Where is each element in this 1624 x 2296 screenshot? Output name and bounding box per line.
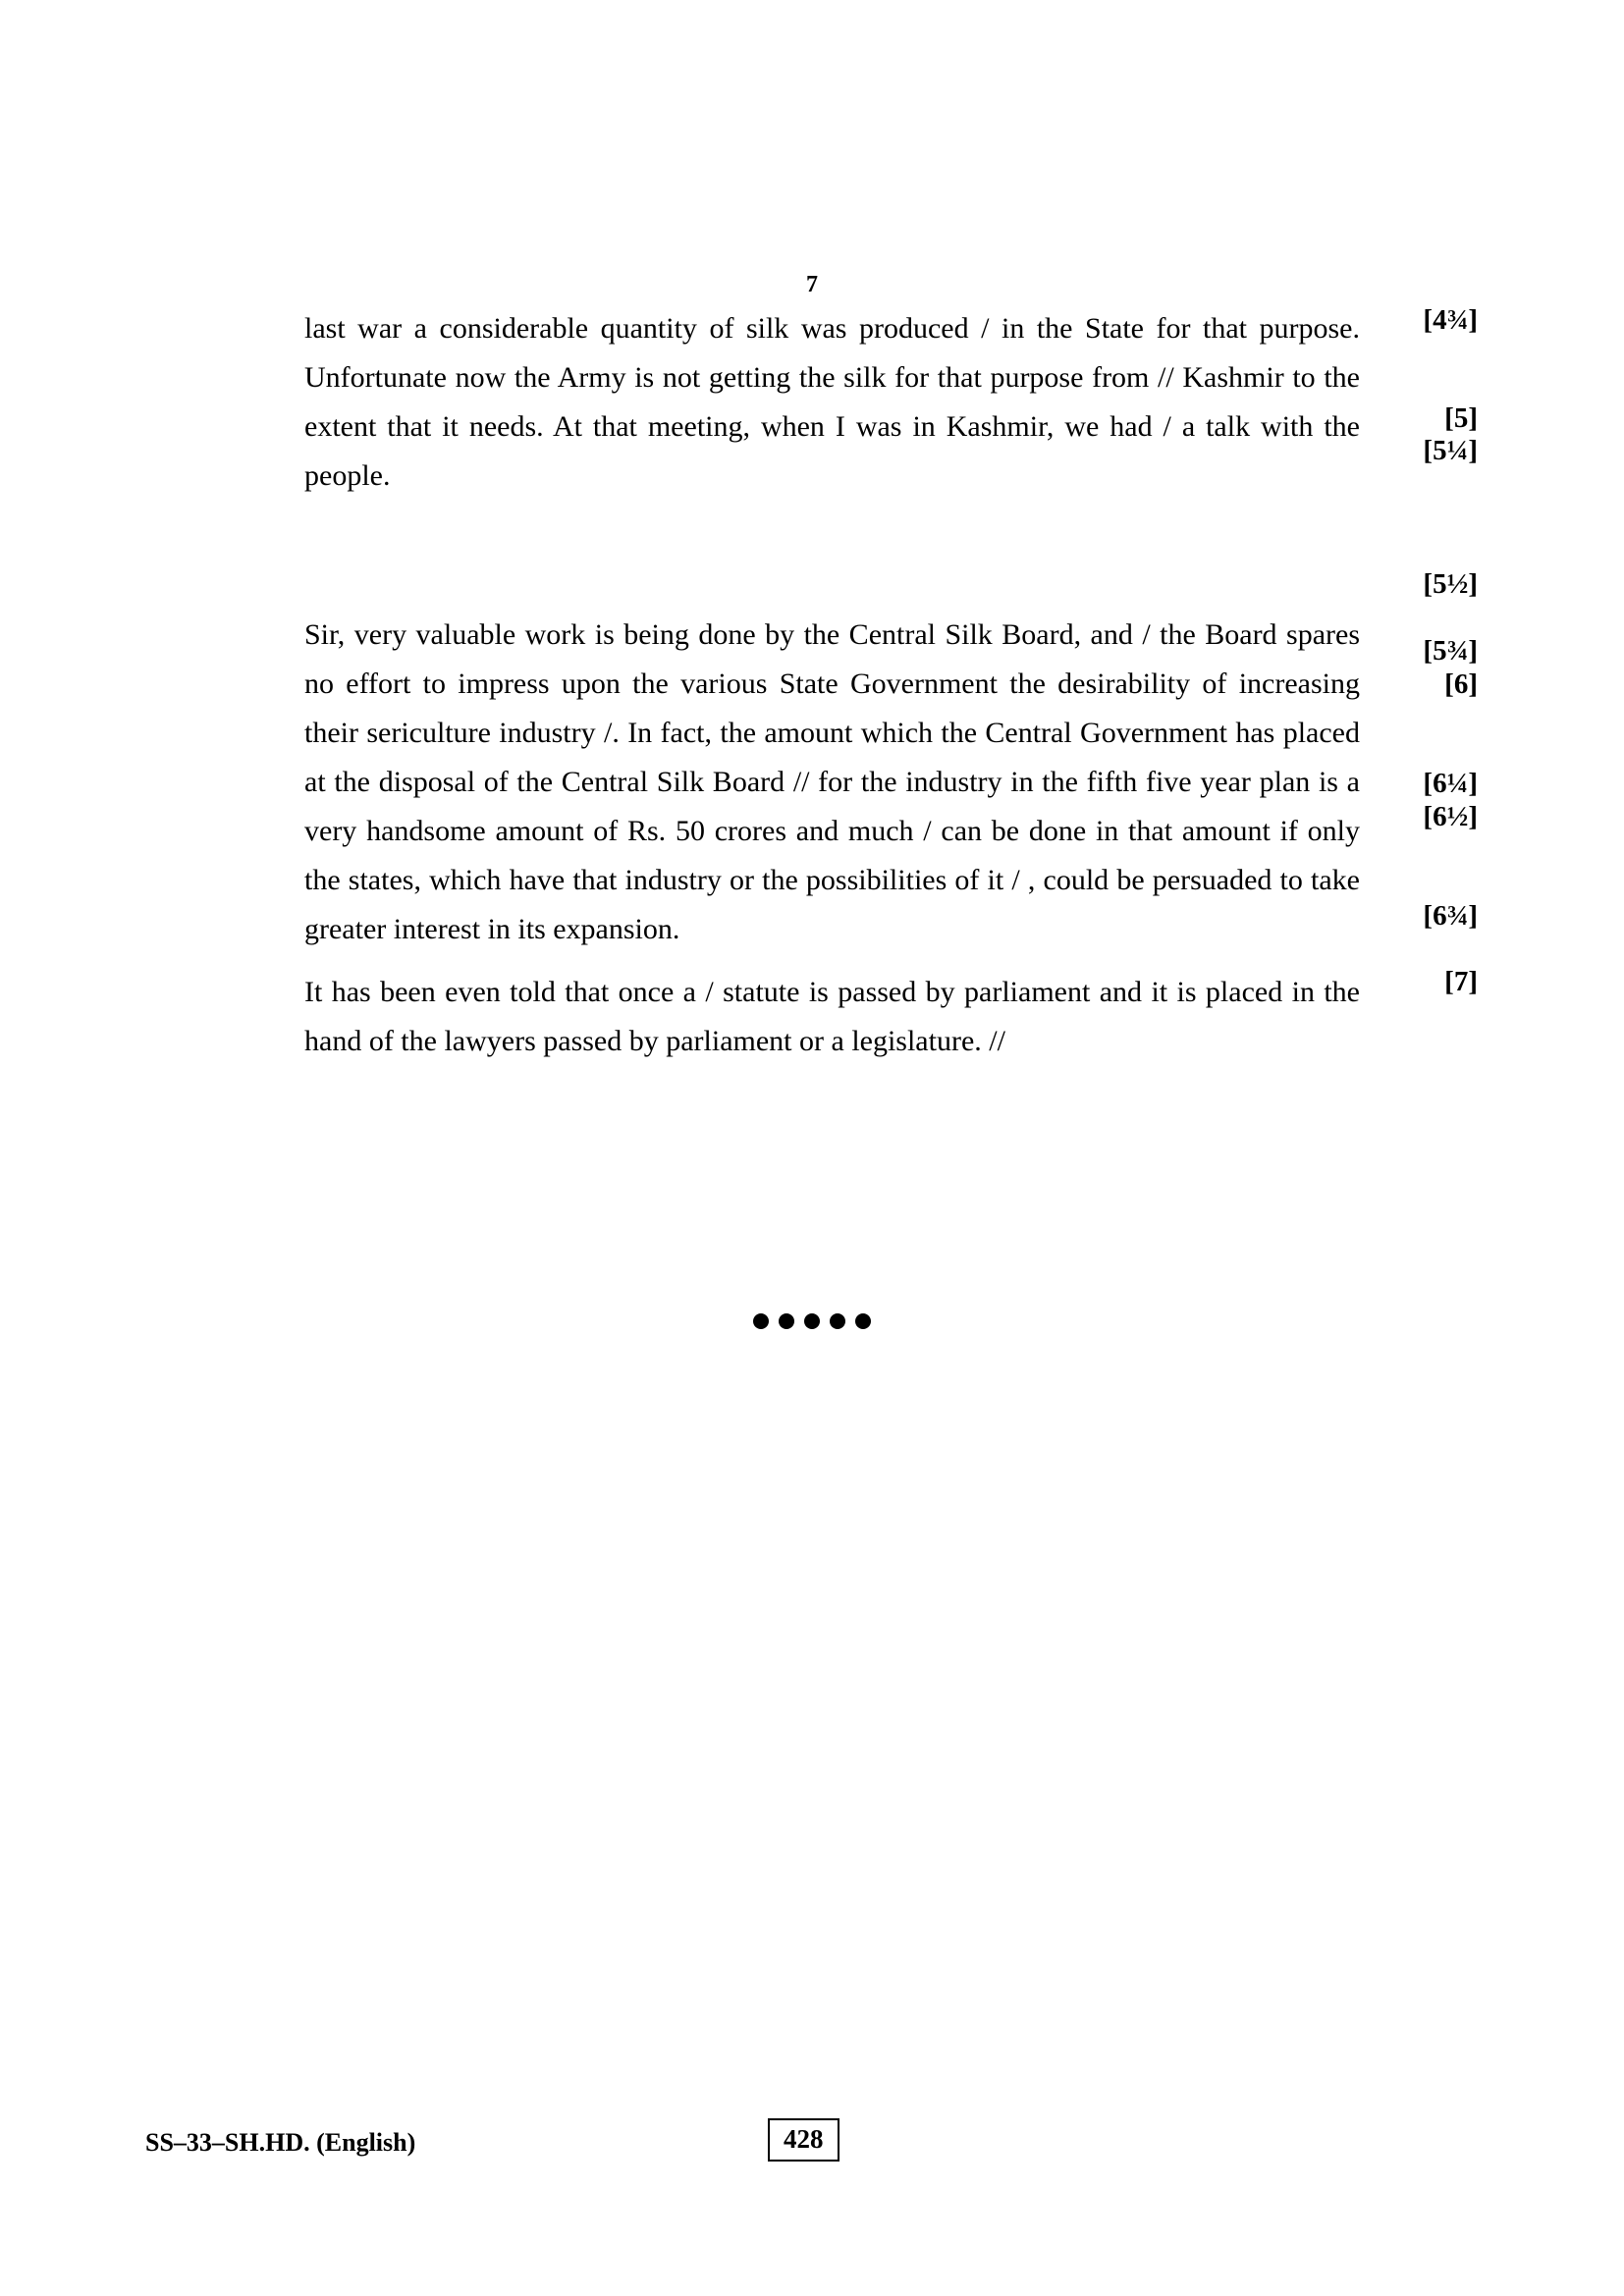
- page-body: [304, 304, 1360, 1066]
- timing-mark: [6]: [1444, 668, 1478, 700]
- bullet-dot-icon: [855, 1313, 871, 1329]
- timing-mark: [7]: [1444, 966, 1478, 997]
- bullet-dot-icon: [779, 1313, 794, 1329]
- timing-mark: [5]: [1444, 402, 1478, 434]
- timing-mark: [6½]: [1423, 801, 1478, 832]
- paragraph-spacer: [304, 954, 1360, 968]
- timing-mark: [6¼]: [1423, 768, 1478, 799]
- paragraph-spacer: [304, 501, 1360, 611]
- bullet-dot-icon: [753, 1313, 769, 1329]
- timing-mark: [5¾]: [1423, 635, 1478, 667]
- paragraph-1: last war a considerable quantity of silk was produced / in the State for that purpose. Unfortunate now the Army is not getting the silk for that purpose from // Kashmir to the extent that it needs. At that meeting, when I was in Kashmir, we had / a talk with the people.: [304, 312, 1360, 492]
- timing-mark: [6¾]: [1423, 900, 1478, 932]
- end-of-passage-marker: [0, 1306, 1624, 1335]
- footer-page-box: 428: [768, 2118, 839, 2162]
- paragraph-2: Sir, very valuable work is being done by the Central Silk Board, and / the Board spares no effort to impress upon the various State Government the desirability of increasing their sericulture industry /. In fact, the amount which the Central Government has placed at the disposal of the Central Silk Board // for the industry in the fifth five year plan is a very handsome amount of Rs. 50 crores and much / can be done in that amount if only the states, which have that industry or the possibilities of it / , could be persuaded to take greater interest in its expansion.: [304, 618, 1360, 945]
- timing-mark: [4¾]: [1423, 304, 1478, 336]
- paragraph-3: It has been even told that once a / statute is passed by parliament and it is placed in the hand of the lawyers passed by parliament or a legislature. //: [304, 976, 1360, 1057]
- timing-mark: [5¼]: [1423, 435, 1478, 466]
- footer-paper-code: SS–33–SH.HD. (English): [145, 2128, 416, 2157]
- bullet-dot-icon: [830, 1313, 845, 1329]
- timing-mark: [5½]: [1423, 568, 1478, 600]
- page-number: 7: [806, 272, 818, 297]
- bullet-dot-icon: [804, 1313, 820, 1329]
